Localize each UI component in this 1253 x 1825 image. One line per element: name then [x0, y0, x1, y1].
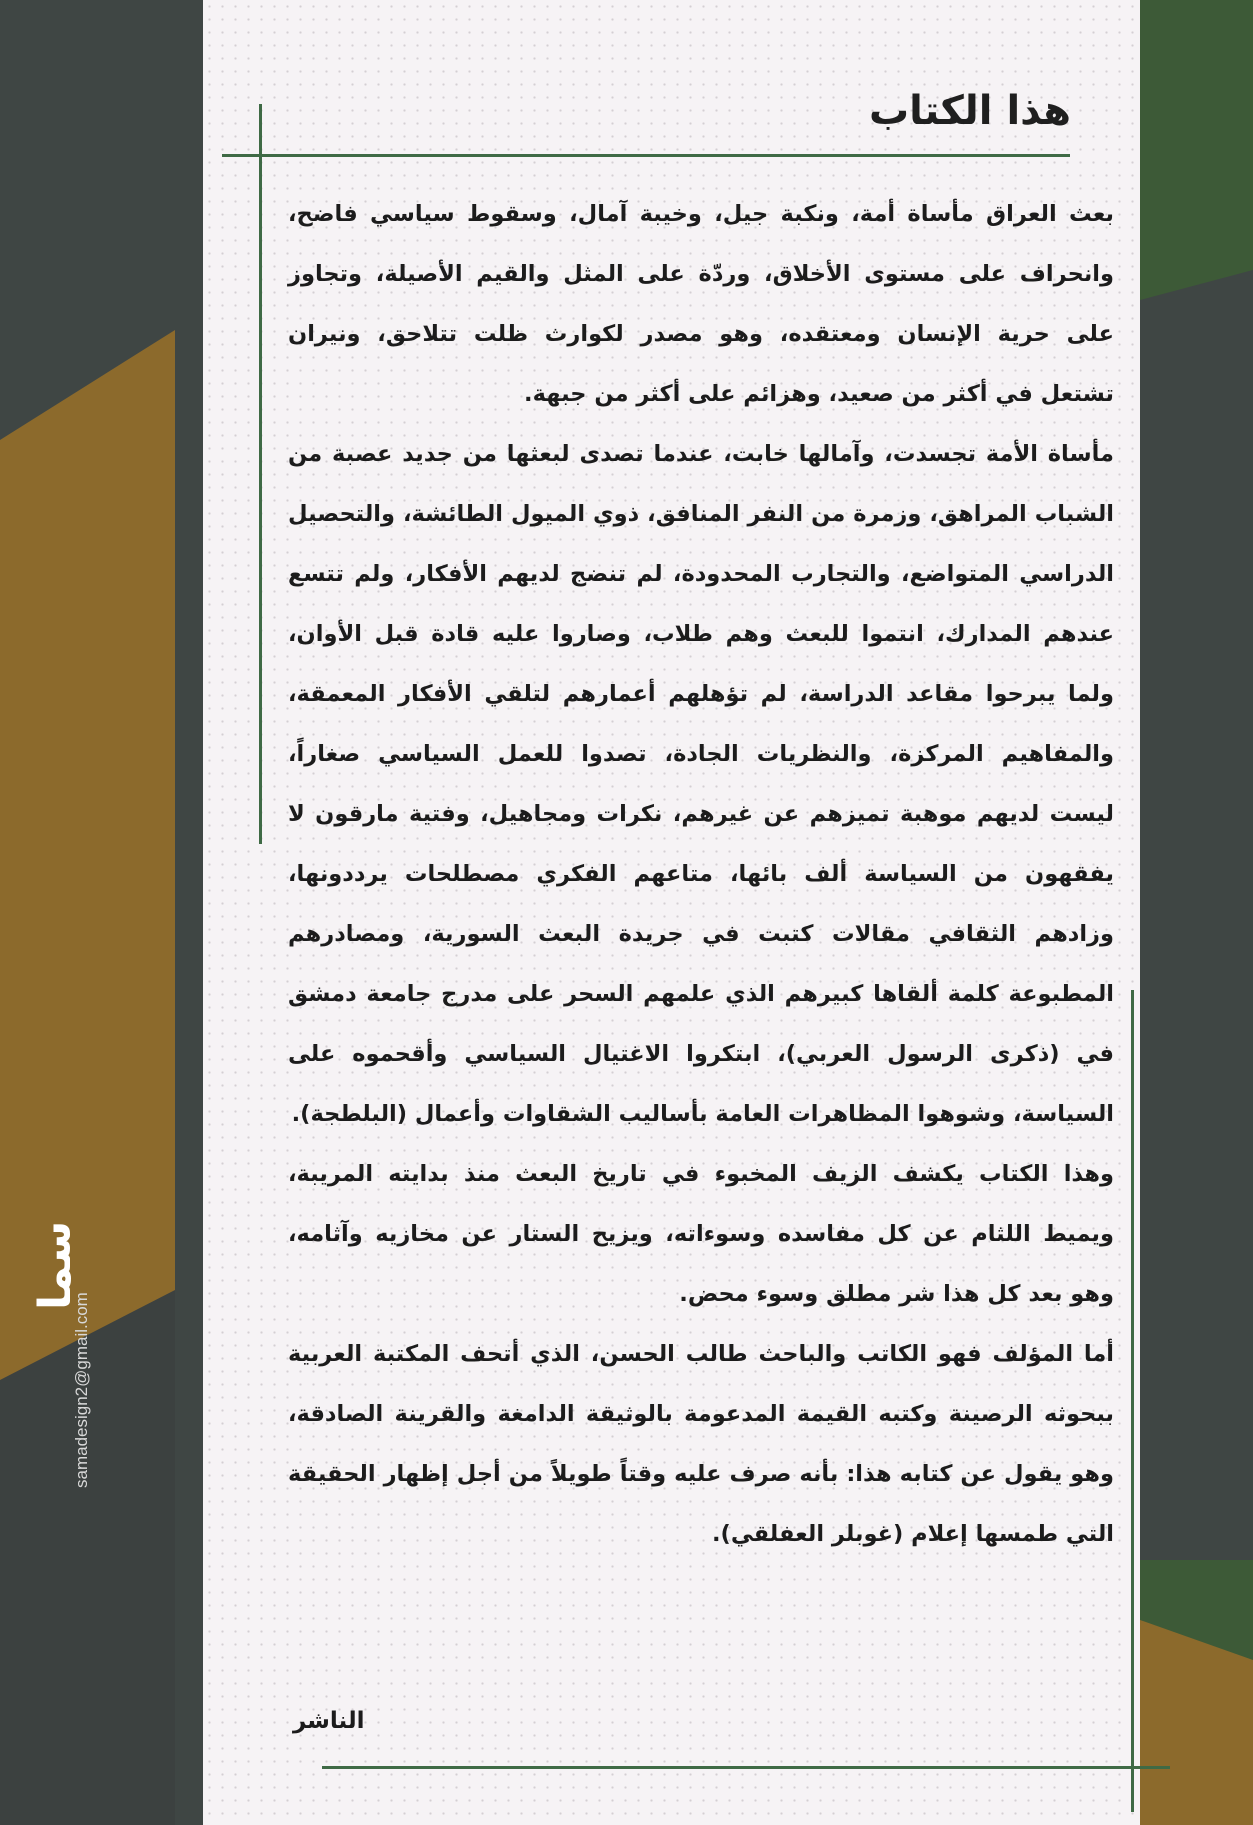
top-horizontal-rule	[222, 154, 1070, 157]
paragraph-4: أما المؤلف فهو الكاتب والباحث طالب الحسن، الذي أتحف المكتبة العربية ببحوثه الرصينة وكتبه القيمة المدعومة بالوثيقة الدامغة والقرينة الصادقة، وهو يقول عن كتابه هذا: بأنه صرف عليه وقتاً طويلاً من أجل إظهار الحقيقة التي طمسها إعلام (غوبلر العفلقي).	[288, 1341, 1114, 1547]
bottom-horizontal-rule	[322, 1766, 1170, 1769]
body-text	[288, 184, 1114, 1564]
logo-email: samadesign2@gmail.com	[72, 1292, 91, 1488]
logo-mark: سما	[30, 1220, 81, 1310]
paragraph-3: وهذا الكتاب يكشف الزيف المخبوء في تاريخ البعث منذ بدايته المريبة، ويميط اللثام عن كل مفاسده وسوءاته، ويزيح الستار عن مخازيه وآثامه، وهو بعد كل هذا شر مطلق وسوء محض.	[288, 1161, 1114, 1307]
page-title: هذا الكتاب	[868, 88, 1071, 134]
bottom-vertical-rule	[1131, 990, 1134, 1812]
paragraph-2: مأساة الأمة تجسدت، وآمالها خابت، عندما تصدى لبعثها من جديد عصبة من الشباب المراهق، وزمرة من النفر المنافق، ذوي الميول الطائشة، والتحصيل الدراسي المتواضع، والتجارب المحدودة، لم تنضج لديهم الأفكار، ولم تتسع عندهم المدارك، انتموا للبعث وهم طلاب، وصاروا عليه قادة قبل الأوان، ولما يبرحوا مقاعد الدراسة، لم تؤهلهم أعمارهم لتلقي الأفكار المعمقة، والمفاهيم المركزة، والنظريات الجادة، تصدوا للعمل السياسي صغاراً، ليست لديهم موهبة تميزهم عن غيرهم، نكرات ومجاهيل، وفتية مارقون لا يفقهون من السياسة ألف بائها، متاعهم الفكري مصطلحات يرددونها، وزادهم الثقافي مقالات كتبت في جريدة البعث السورية، ومصادرهم المطبوعة كلمة ألقاها كبيرهم الذي علمهم السحر على مدرج جامعة دمشق في (ذكرى الرسول العربي)، ابتكروا الاغتيال السياسي وأقحموه على السياسة، وشوهوا المظاهرات العامة بأساليب الشقاوات وأعمال (البلطجة).	[288, 441, 1114, 1127]
top-vertical-rule	[259, 104, 262, 844]
publisher-signature: الناشر	[293, 1708, 365, 1734]
paragraph-1: بعث العراق مأساة أمة، ونكبة جيل، وخيبة آمال، وسقوط سياسي فاضح، وانحراف على مستوى الأخلاق، وردّة على المثل والقيم الأصيلة، وتجاوز على حرية الإنسان ومعتقده، وهو مصدر لكوارث ظلت تتلاحق، ونيران تشتعل في أكثر من صعيد، وهزائم على أكثر من جبهة.	[288, 201, 1114, 407]
